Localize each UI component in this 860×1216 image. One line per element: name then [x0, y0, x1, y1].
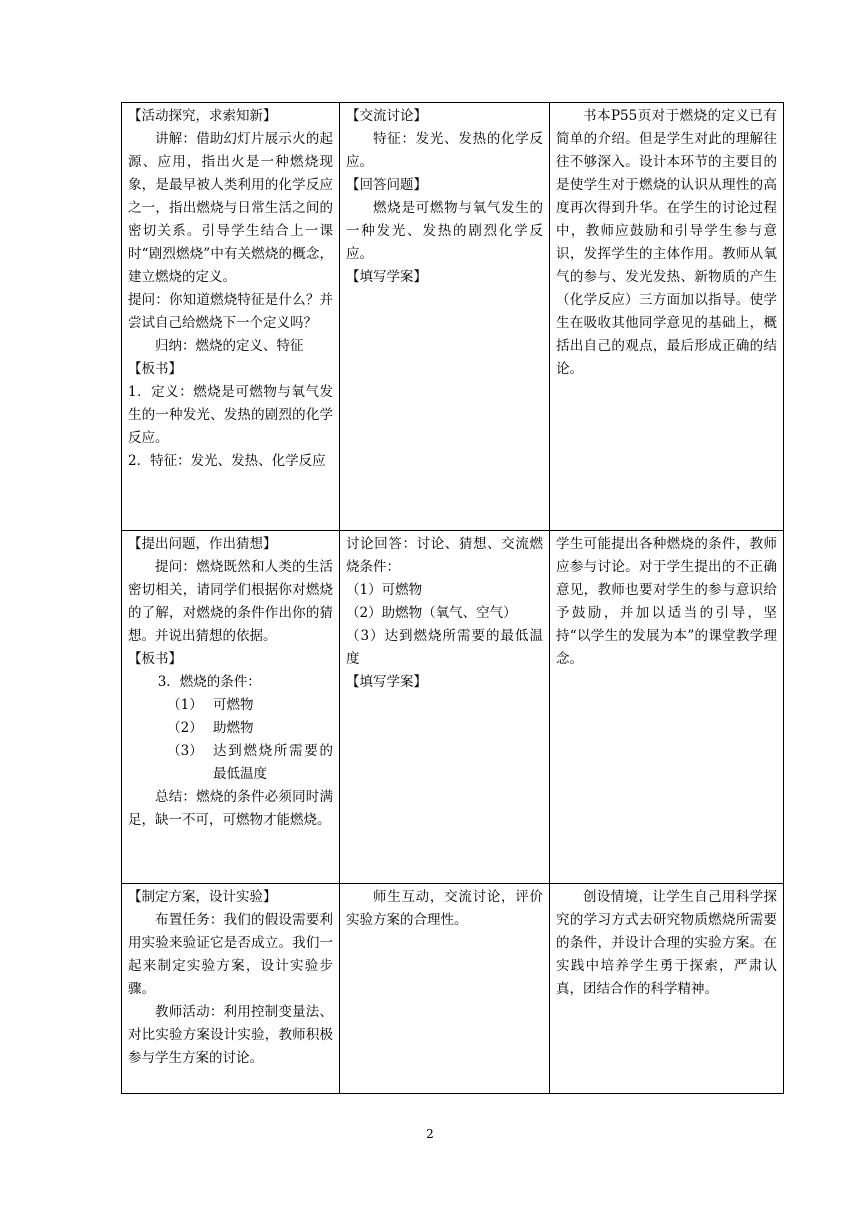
paragraph: 书本P55页对于燃烧的定义已有简单的介绍。但是学生对此的理解往往不够深入。设计本环节的主要目的是使学生对于燃烧的认识从理性的高度再次得到升华。在学生的讨论过程中，教师应鼓励和引导学生参与意识，发挥学生的主体作用。教师从氧气的参与、发光发热、新物质的产生（化学反应）三方面加以指导。使学生在吸收其他同学意见的基础上，概括出自己的观点，最后形成正确的结论。 [556, 108, 777, 377]
condition-item [128, 717, 333, 740]
item-number: （2） [167, 720, 203, 736]
paragraph: 布置任务：我们的假设需要利用实验来验证它是否成立。我们一起来制定实验方案，设计实验步骤。 [128, 912, 333, 997]
paragraph: 归纳：燃烧的定义、特征 [155, 338, 304, 354]
design-intent-cell [550, 884, 784, 1094]
paragraph: 1．定义：燃烧是可燃物与氧气发生的一种发光、发热的剧烈的化学反应。 [128, 384, 333, 446]
section-heading: 【板书】 [128, 651, 182, 667]
paragraph: 创设情境，让学生自己用科学探究的学习方式去研究物质燃烧所需要的条件，并设计合理的实验方案。在实践中培养学生勇于探索，严肃认真，团结合作的科学精神。 [556, 889, 777, 997]
item-number: （3） [167, 743, 203, 759]
paragraph: （3）达到燃烧所需要的最低温度 [346, 628, 543, 667]
student-activity-cell [340, 884, 550, 1094]
section-heading: 【提出问题，作出猜想】 [128, 536, 277, 552]
section-heading: 【活动探究，求索知新】 [128, 108, 277, 124]
section-heading: 【交流讨论】 [346, 108, 427, 124]
item-text: 达到燃烧所需要的最低温度 [213, 743, 333, 782]
paragraph: 提问：你知道燃烧特征是什么？并尝试自己给燃烧下一个定义吗？ [128, 292, 333, 331]
section-heading: 【制定方案，设计实验】 [128, 889, 277, 905]
item-number: （1） [167, 697, 203, 713]
teacher-activity-cell [122, 531, 340, 884]
section-heading: 【板书】 [128, 361, 182, 377]
section-heading: 【填写学案】 [346, 269, 427, 285]
paragraph: 师生互动，交流讨论，评价实验方案的合理性。 [346, 889, 543, 928]
table-row [122, 531, 784, 884]
paragraph: 教师活动：利用控制变量法、对比实验方案设计实验，教师积极参与学生方案的讨论。 [128, 1004, 333, 1066]
design-intent-cell [550, 103, 784, 531]
student-activity-cell [340, 531, 550, 884]
section-heading: 【填写学案】 [346, 674, 427, 690]
student-activity-cell [340, 103, 550, 531]
item-text: 可燃物 [213, 697, 254, 713]
design-intent-cell [550, 531, 784, 884]
teacher-activity-cell [122, 884, 340, 1094]
paragraph: 学生可能提出各种燃烧的条件，教师应参与讨论。对于学生提出的不正确意见，教师也要对学生的参与意识给予鼓励，并加以适当的引导，坚持“以学生的发展为本”的课堂教学理念。 [556, 536, 777, 667]
paragraph: （2）助燃物（氧气、空气） [346, 605, 517, 621]
paragraph: 讨论回答：讨论、猜想、交流燃烧条件： [346, 536, 543, 575]
paragraph: （1）可燃物 [346, 582, 423, 598]
condition-item [128, 740, 333, 786]
paragraph: 讲解：借助幻灯片展示火的起源、应用，指出火是一种燃烧现象，是最早被人类利用的化学反应之一，指出燃烧与日常生活之间的密切关系。引导学生结合上一课时“剧烈燃烧”中有关燃烧的概念，建立燃烧的定义。 [128, 131, 333, 285]
table-row [122, 884, 784, 1094]
lesson-plan-table [121, 102, 784, 1094]
paragraph: 燃烧是可燃物与氧气发生的一种发光、发热的剧烈化学反应。 [346, 200, 543, 262]
paragraph: 总结：燃烧的条件必须同时满足，缺一不可，可燃物才能燃烧。 [128, 789, 333, 828]
section-heading: 【回答问题】 [346, 177, 427, 193]
table-row [122, 103, 784, 531]
paragraph: 2．特征：发光、发热、化学反应 [128, 453, 326, 469]
paragraph: 特征：发光、发热的化学反应。 [346, 131, 543, 170]
paragraph: 3．燃烧的条件： [157, 674, 261, 690]
paragraph: 提问：燃烧既然和人类的生活密切相关，请同学们根据你对燃烧的了解，对燃烧的条件作出你的猜想。并说出猜想的依据。 [128, 559, 333, 644]
page-number: 2 [426, 1127, 434, 1141]
teacher-activity-cell [122, 103, 340, 531]
condition-item [128, 694, 333, 717]
item-text: 助燃物 [213, 720, 254, 736]
